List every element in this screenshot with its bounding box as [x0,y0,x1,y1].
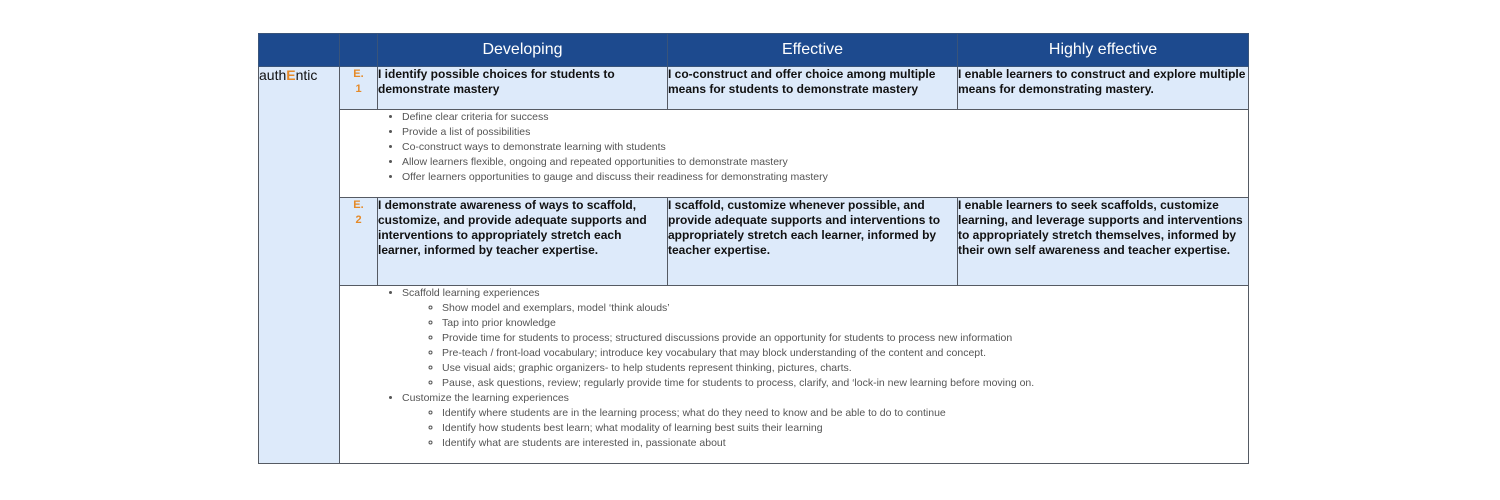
strategy-subitem: ◦ Tap into prior knowledge [442,316,1248,331]
dimension-label: authEntic [259,67,318,83]
strategy-group [402,391,1248,451]
strategy-item: • Co-construct ways to demonstrate learning with students [402,140,1248,155]
highly-effective-descriptor: I enable learners to seek scaffolds, customize learning, and leverage supports and interventions to appropriately stretch themselves, informed by their own self awareness and teacher expertise. [958,198,1249,286]
strategy-sublist [402,301,1248,391]
strategy-item: • Define clear criteria for success [402,110,1248,125]
strategy-group-label: Customize the learning experiences [402,392,569,404]
strategy-list [340,110,1248,185]
strategies-row-e2 [259,286,1249,464]
developing-descriptor: I demonstrate awareness of ways to scaffold, customize, and provide adequate supports and interventions to appropriately stretch each learner, informed by teacher expertise. [378,198,668,286]
indicator-code: E. 1 [340,67,378,110]
strategy-subitem: ◦ Pre-teach / front-load vocabulary; introduce key vocabulary that may block understanding of the content and concept. [442,346,1248,361]
strategy-item: • Provide a list of possibilities [402,125,1248,140]
highly-effective-descriptor: I enable learners to construct and explore multiple means for demonstrating mastery. [958,67,1249,110]
header-highly-effective: Highly effective [958,34,1249,67]
strategy-subitem: ◦ Identify how students best learn; what modality of learning best suits their learning [442,421,1248,436]
strategy-item: • Offer learners opportunities to gauge and discuss their readiness for demonstrating mastery [402,170,1248,185]
strategy-subitem: ◦ Identify what are students are interested in, passionate about [442,436,1248,451]
effective-descriptor: I co-construct and offer choice among multiple means for students to demonstrate mastery [668,67,958,110]
header-developing: Developing [378,34,668,67]
strategy-list [340,286,1248,451]
header-blank-code [340,34,378,67]
strategy-sublist [402,406,1248,451]
strategy-subitem: ◦ Show model and exemplars, model ‘think alouds’ [442,301,1248,316]
dimension-cell [259,67,340,464]
strategies-cell [340,286,1249,464]
developing-descriptor: I identify possible choices for students to demonstrate mastery [378,67,668,110]
header-row [259,34,1249,67]
effective-descriptor: I scaffold, customize whenever possible, and provide adequate supports and interventions to appropriately stretch each learner, informed by teacher expertise. [668,198,958,286]
strategy-group [402,286,1248,391]
indicator-code: E. 2 [340,198,378,286]
rubric-table [258,33,1249,464]
strategy-subitem: ◦ Use visual aids; graphic organizers- to help students represent thinking, pictures, charts. [442,361,1248,376]
strategies-row-e1 [259,110,1249,198]
header-blank-dimension [259,34,340,67]
indicator-row-e2 [259,198,1249,286]
strategy-subitem: ◦ Pause, ask questions, review; regularly provide time for students to process, clarify, and ‘lock-in new learning before moving on. [442,376,1248,391]
strategies-cell [340,110,1249,198]
strategy-subitem: ◦ Provide time for students to process; structured discussions provide an opportunity for students to process new information [442,331,1248,346]
strategy-group-label: Scaffold learning experiences [402,287,540,299]
indicator-row-e1 [259,67,1249,110]
header-effective: Effective [668,34,958,67]
strategy-item: • Allow learners flexible, ongoing and repeated opportunities to demonstrate mastery [402,155,1248,170]
dimension-highlight-letter: E [286,67,296,83]
strategy-subitem: ◦ Identify where students are in the learning process; what do they need to know and be able to do to continue [442,406,1248,421]
